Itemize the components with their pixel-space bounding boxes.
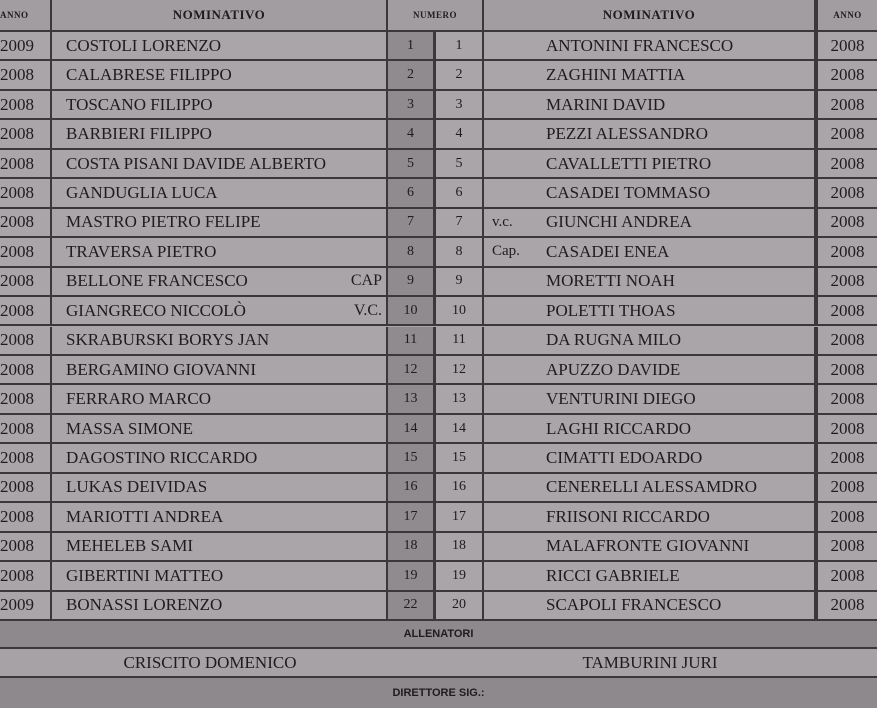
year-left: 2009 xyxy=(0,592,52,619)
role-right xyxy=(484,327,540,354)
name-right: VENTURINI DIEGO xyxy=(540,385,816,412)
name-right: RICCI GABRIELE xyxy=(540,562,816,589)
name-left: GIBERTINI MATTEO xyxy=(52,562,388,589)
role-left xyxy=(300,179,382,206)
number-right: 3 xyxy=(436,91,484,118)
year-left: 2008 xyxy=(0,444,52,471)
role-right: Cap. xyxy=(492,243,520,260)
role-right xyxy=(484,533,540,560)
coaches-title: ALLENATORI xyxy=(0,621,877,649)
name-right: POLETTI THOAS xyxy=(540,297,816,324)
number-right: 18 xyxy=(436,533,484,560)
role-left xyxy=(300,385,382,412)
number-left: 2 xyxy=(388,61,436,88)
header-row xyxy=(0,0,877,32)
name-left: MASTRO PIETRO FELIPE xyxy=(52,209,388,236)
year-right: 2008 xyxy=(816,503,877,530)
table-row xyxy=(0,209,877,238)
name-right: MARINI DAVID xyxy=(540,91,816,118)
number-left: 16 xyxy=(388,474,436,501)
table-row xyxy=(0,562,877,591)
number-right: 13 xyxy=(436,385,484,412)
number-left: 17 xyxy=(388,503,436,530)
number-left: 5 xyxy=(388,150,436,177)
header-name-right: NOMINATIVO xyxy=(484,0,816,30)
table-row xyxy=(0,32,877,61)
role-left xyxy=(300,32,382,59)
name-left: COSTA PISANI DAVIDE ALBERTO xyxy=(52,150,388,177)
number-left: 12 xyxy=(388,356,436,383)
name-right: ZAGHINI MATTIA xyxy=(540,61,816,88)
header-year-left: ANNO xyxy=(0,0,52,30)
year-right: 2008 xyxy=(816,562,877,589)
year-left: 2008 xyxy=(0,238,52,265)
year-left: 2008 xyxy=(0,385,52,412)
number-right: 15 xyxy=(436,444,484,471)
year-left: 2008 xyxy=(0,91,52,118)
role-right xyxy=(484,120,540,147)
name-right: SCAPOLI FRANCESCO xyxy=(540,592,816,619)
name-left: DAGOSTINO RICCARDO xyxy=(52,444,388,471)
year-right: 2008 xyxy=(816,444,877,471)
year-left: 2008 xyxy=(0,356,52,383)
name-right: CENERELLI ALESSAMDRO xyxy=(540,474,816,501)
name-right: CAVALLETTI PIETRO xyxy=(540,150,816,177)
role-left xyxy=(300,327,382,354)
coach-left: CRISCITO DOMENICO xyxy=(123,652,297,672)
year-right: 2008 xyxy=(816,179,877,206)
year-right: 2008 xyxy=(816,120,877,147)
table-row xyxy=(0,327,877,356)
role-right xyxy=(484,61,540,88)
year-right: 2008 xyxy=(816,327,877,354)
role-left xyxy=(300,562,382,589)
number-left: 15 xyxy=(388,444,436,471)
number-right: 6 xyxy=(436,179,484,206)
year-right: 2008 xyxy=(816,385,877,412)
name-left: BARBIERI FILIPPO xyxy=(52,120,388,147)
number-right: 2 xyxy=(436,61,484,88)
name-right: FRIISONI RICCARDO xyxy=(540,503,816,530)
role-right xyxy=(484,503,540,530)
name-left: TRAVERSA PIETRO xyxy=(52,238,388,265)
table-row xyxy=(0,503,877,532)
year-left: 2008 xyxy=(0,533,52,560)
name-left: LUKAS DEIVIDAS xyxy=(52,474,388,501)
name-left: SKRABURSKI BORYS JAN xyxy=(52,327,388,354)
name-left: CALABRESE FILIPPO xyxy=(52,61,388,88)
table-row xyxy=(0,356,877,385)
number-right: 9 xyxy=(436,268,484,295)
header-year-right: ANNO xyxy=(816,0,877,30)
number-left: 13 xyxy=(388,385,436,412)
role-left xyxy=(300,91,382,118)
year-right: 2008 xyxy=(816,209,877,236)
year-left: 2008 xyxy=(0,327,52,354)
name-right: GIUNCHI ANDREA xyxy=(540,209,816,236)
role-left xyxy=(300,533,382,560)
name-left: BERGAMINO GIOVANNI xyxy=(52,356,388,383)
role-left: CAP xyxy=(350,272,382,290)
number-left: 7 xyxy=(388,209,436,236)
number-left: 18 xyxy=(388,533,436,560)
number-right: 20 xyxy=(436,592,484,619)
name-right: MORETTI NOAH xyxy=(540,268,816,295)
role-right xyxy=(484,297,540,324)
role-right xyxy=(484,385,540,412)
table-row xyxy=(0,444,877,473)
year-right: 2008 xyxy=(816,61,877,88)
name-right: CASADEI TOMMASO xyxy=(540,179,816,206)
table-row xyxy=(0,297,877,326)
coach-right: TAMBURINI JURI xyxy=(582,652,718,672)
number-right: 8 xyxy=(436,238,484,265)
name-left: GIANGRECO NICCOLÒ xyxy=(52,297,388,324)
name-right: PEZZI ALESSANDRO xyxy=(540,120,816,147)
director-title: DIRETTORE SIG.: xyxy=(0,678,877,708)
number-right: 5 xyxy=(436,150,484,177)
role-left: V.C. xyxy=(353,301,382,319)
role-left xyxy=(300,415,382,442)
name-left: GANDUGLIA LUCA xyxy=(52,179,388,206)
number-left: 14 xyxy=(388,415,436,442)
year-right: 2008 xyxy=(816,150,877,177)
role-right xyxy=(484,32,540,59)
table-row xyxy=(0,268,877,297)
year-left: 2008 xyxy=(0,179,52,206)
name-left: BELLONE FRANCESCO xyxy=(52,268,388,295)
number-right: 17 xyxy=(436,503,484,530)
year-left: 2009 xyxy=(0,32,52,59)
number-right: 10 xyxy=(436,297,484,324)
name-right: MALAFRONTE GIOVANNI xyxy=(540,533,816,560)
role-right xyxy=(484,356,540,383)
role-right xyxy=(484,150,540,177)
role-left xyxy=(300,120,382,147)
year-left: 2008 xyxy=(0,120,52,147)
name-left: BONASSI LORENZO xyxy=(52,592,388,619)
role-left xyxy=(300,356,382,383)
table-row xyxy=(0,238,877,267)
table-row xyxy=(0,150,877,179)
number-left: 11 xyxy=(388,327,436,354)
number-right: 4 xyxy=(436,120,484,147)
role-left xyxy=(300,592,382,619)
table-row xyxy=(0,91,877,120)
name-right: APUZZO DAVIDE xyxy=(540,356,816,383)
role-right xyxy=(484,415,540,442)
year-right: 2008 xyxy=(816,32,877,59)
header-number: NUMERO xyxy=(388,0,484,30)
year-right: 2008 xyxy=(816,356,877,383)
role-left xyxy=(300,444,382,471)
year-right: 2008 xyxy=(816,297,877,324)
name-left: COSTOLI LORENZO xyxy=(52,32,388,59)
role-left xyxy=(300,503,382,530)
number-left: 9 xyxy=(388,268,436,295)
role-right: v.c. xyxy=(492,213,513,230)
name-right: CASADEI ENEA xyxy=(540,238,816,265)
year-left: 2008 xyxy=(0,503,52,530)
table-row xyxy=(0,533,877,562)
name-left: MARIOTTI ANDREA xyxy=(52,503,388,530)
year-left: 2008 xyxy=(0,297,52,324)
table-row xyxy=(0,179,877,208)
year-left: 2008 xyxy=(0,474,52,501)
number-left: 3 xyxy=(388,91,436,118)
number-left: 10 xyxy=(388,297,436,324)
table-row xyxy=(0,61,877,90)
number-left: 22 xyxy=(388,592,436,619)
year-left: 2008 xyxy=(0,61,52,88)
role-right xyxy=(484,592,540,619)
name-left: MEHELEB SAMI xyxy=(52,533,388,560)
role-right xyxy=(484,179,540,206)
name-right: DA RUGNA MILO xyxy=(540,327,816,354)
name-left: TOSCANO FILIPPO xyxy=(52,91,388,118)
number-right: 11 xyxy=(436,327,484,354)
number-left: 4 xyxy=(388,120,436,147)
header-name-left: NOMINATIVO xyxy=(52,0,388,30)
role-left xyxy=(300,61,382,88)
role-right xyxy=(484,268,540,295)
year-right: 2008 xyxy=(816,474,877,501)
name-right: ANTONINI FRANCESCO xyxy=(540,32,816,59)
year-right: 2008 xyxy=(816,91,877,118)
year-right: 2008 xyxy=(816,268,877,295)
role-right xyxy=(484,562,540,589)
role-left xyxy=(300,209,382,236)
year-right: 2008 xyxy=(816,415,877,442)
number-right: 1 xyxy=(436,32,484,59)
role-left xyxy=(300,238,382,265)
year-left: 2008 xyxy=(0,268,52,295)
name-left: FERRARO MARCO xyxy=(52,385,388,412)
name-right: CIMATTI EDOARDO xyxy=(540,444,816,471)
number-right: 14 xyxy=(436,415,484,442)
number-right: 19 xyxy=(436,562,484,589)
year-right: 2008 xyxy=(816,238,877,265)
table-row xyxy=(0,415,877,444)
number-left: 6 xyxy=(388,179,436,206)
role-right xyxy=(484,474,540,501)
year-right: 2008 xyxy=(816,592,877,619)
number-left: 1 xyxy=(388,32,436,59)
year-left: 2008 xyxy=(0,415,52,442)
number-right: 12 xyxy=(436,356,484,383)
coaches-row xyxy=(0,649,877,678)
year-right: 2008 xyxy=(816,533,877,560)
year-left: 2008 xyxy=(0,562,52,589)
number-right: 16 xyxy=(436,474,484,501)
number-right: 7 xyxy=(436,209,484,236)
role-right xyxy=(484,91,540,118)
number-left: 8 xyxy=(388,238,436,265)
table-row xyxy=(0,474,877,503)
number-left: 19 xyxy=(388,562,436,589)
name-right: LAGHI RICCARDO xyxy=(540,415,816,442)
role-left xyxy=(300,150,382,177)
table-row xyxy=(0,385,877,414)
role-right xyxy=(484,444,540,471)
name-left: MASSA SIMONE xyxy=(52,415,388,442)
table-row xyxy=(0,120,877,149)
year-left: 2008 xyxy=(0,150,52,177)
year-left: 2008 xyxy=(0,209,52,236)
role-left xyxy=(300,474,382,501)
table-row xyxy=(0,592,877,621)
